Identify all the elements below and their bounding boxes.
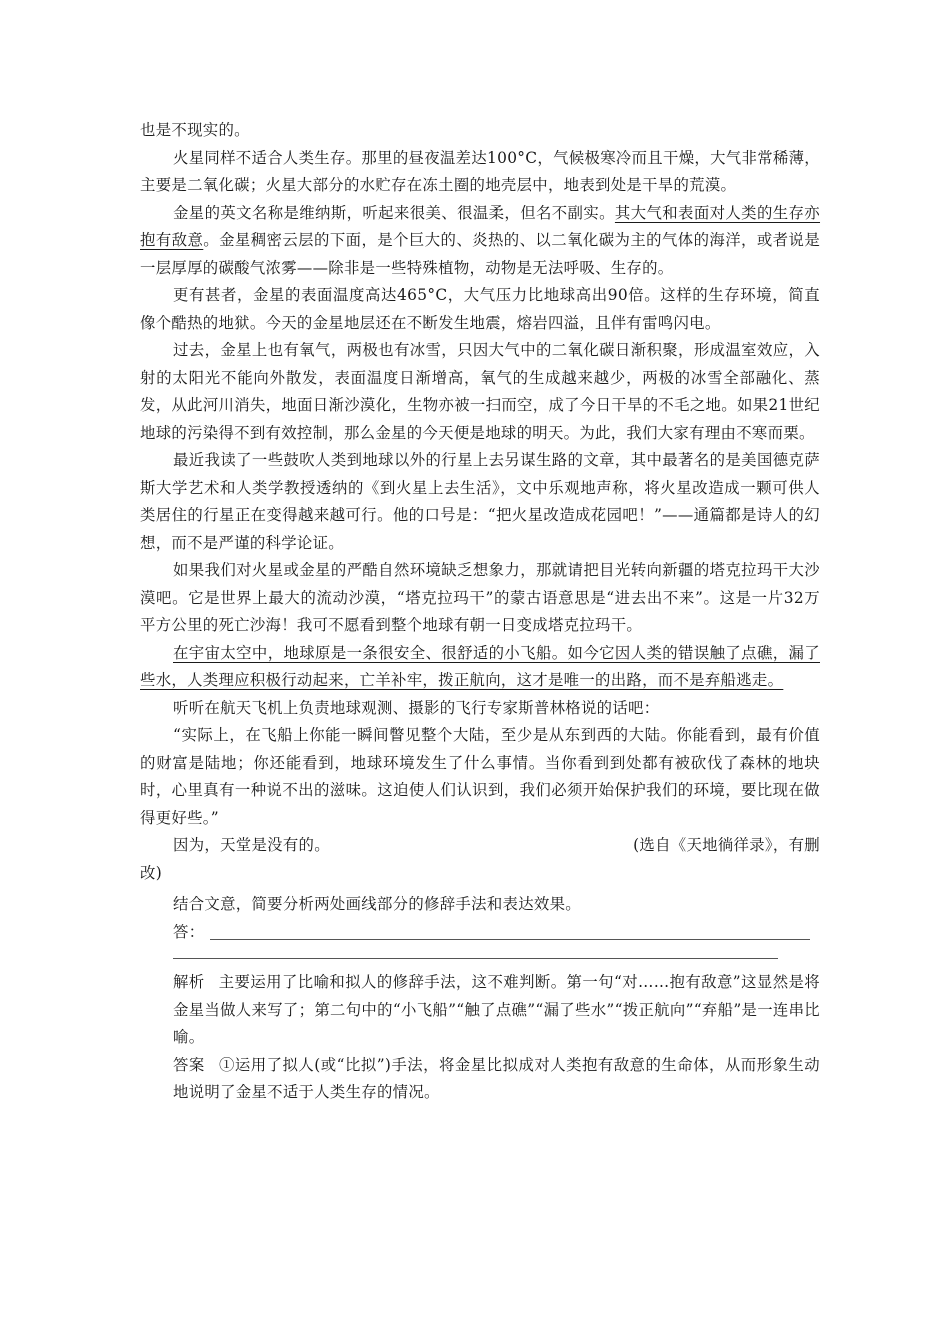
paragraph-0: 也是不现实的。 [140, 121, 250, 139]
answer-key-text: ①运用了拟人(或“比拟”)手法，将金星比拟成对人类抱有敌意的生命体，从而形象生动地说明了金星不适于人类生存的情况。 [173, 1055, 820, 1101]
source-citation-end: 改) [140, 863, 162, 882]
answer-input-line[interactable] [210, 925, 810, 940]
underlined-sentence-2: 在宇宙太空中，地球原是一条很安全、很舒适的小飞船。如今它因人类的错误触了点礁，漏了些水，人类理应积极行动起来，亡羊补牢，拨正航向，这才是唯一的出路，而不是弃船逃走。 [140, 643, 820, 689]
analysis-text: 主要运用了比喻和拟人的修辞手法，这不难判断。第一句“对……抱有敌意”这显然是将金星当做人来写了；第二句中的“小飞船”“触了点礁”“漏了些水”“拨正航向”“弃船”是一连串比喻。 [173, 973, 820, 1046]
question-prompt: 结合文意，简要分析两处画线部分的修辞手法和表达效果。 [173, 895, 581, 913]
source-citation: (选自《天地徜徉录》，有删 [633, 836, 820, 854]
paragraph-2-rest: 。金星稠密云层的下面，是个巨大的、炎热的、以二氧化碳为主的气体的海洋，或者说是一层厚厚的碳酸气浓雾——除非是一些特殊植物，动物是无法呼吸、生存的。 [140, 231, 821, 277]
answer-block [140, 1052, 820, 1107]
paragraph-1: 火星同样不适合人类生存。那里的昼夜温差达100°C，气候极寒冷而且干燥，大气非常稀薄，主要是二氧化碳；火星大部分的水贮存在冻土圈的地壳层中，地表到处是干旱的荒漠。 [140, 148, 820, 194]
paragraph-8: 听听在航天飞机上负责地球观测、摄影的飞行专家斯普林格说的话吧： [173, 698, 660, 717]
answer-input-line-2[interactable] [173, 946, 778, 959]
paragraph-3: 更有甚者，金星的表面温度高达465°C，大气压力比地球高出90倍。这样的生存环境，简直像个酷热的地狱。今天的金星地层还在不断发生地震，熔岩四溢，且伴有雷鸣闪电。 [140, 286, 820, 332]
paragraph-2 [140, 200, 820, 283]
answer-key-label: 答案 [173, 1055, 205, 1074]
analysis-block [140, 969, 820, 1052]
paragraph-5: 最近我读了一些鼓吹人类到地球以外的行星上去另谋生路的文章，其中最著名的是美国德克萨斯大学艺术和人类学教授透纳的《到火星上去生活》，文中乐观地声称，将火星改造成一颗可供人类居住的行星正在变得越来越可行。他的口号是：“把火星改造成花园吧！”——通篇都是诗人的幻想，而不是严谨的科学论证。 [140, 451, 820, 552]
answer-label: 答： [173, 922, 205, 941]
paragraph-6: 如果我们对火星或金星的严酷自然环境缺乏想象力，那就请把目光转向新疆的塔克拉玛干大沙漠吧。它是世界上最大的流动沙漠，“塔克拉玛干”的蒙古语意思是“进去出不来”。这是一片32万平方公里的死亡沙海！我可不愿看到整个地球有朝一日变成塔克拉玛干。 [140, 561, 820, 634]
closing-sentence: 因为，天堂是没有的。 [173, 836, 330, 854]
paragraph-2-lead: 金星的英文名称是维纳斯，听起来很美、很温柔，但名不副实。 [173, 203, 615, 222]
paragraph-4: 过去，金星上也有氧气，两极也有冰雪，只因大气中的二氧化碳日渐积聚，形成温室效应，入射的太阳光不能向外散发，表面温度日渐增高，氧气的生成越来越少，两极的冰雪全部融化、蒸发，从此河川消失，地面日渐沙漠化，生物亦被一扫而空，成了今日干旱的不毛之地。如果21世纪地球的污染得不到有效控制，那么金星的今天便是地球的明天。为此，我们大家有理由不寒而栗。 [140, 341, 820, 442]
answer-row [140, 919, 820, 947]
quote-paragraph: “实际上，在飞船上你能一瞬间瞥见整个大陆，至少是从东到西的大陆。你能看到，最有价值的财富是陆地；你还能看到，地球环境发生了什么事情。当你看到到处都有被砍伐了森林的地块时，心里真有一种说不出的滋味。这迫使人们认识到，我们必须开始保护我们的环境，要比现在做得更好些。” [140, 726, 820, 827]
underlined-sentence-1: 其大气和表面对人类的生存亦抱有敌意 [140, 203, 821, 249]
analysis-label: 解析 [173, 973, 205, 991]
paragraph-10 [140, 832, 820, 860]
paragraph-7 [140, 640, 820, 695]
article-body [140, 117, 820, 1107]
